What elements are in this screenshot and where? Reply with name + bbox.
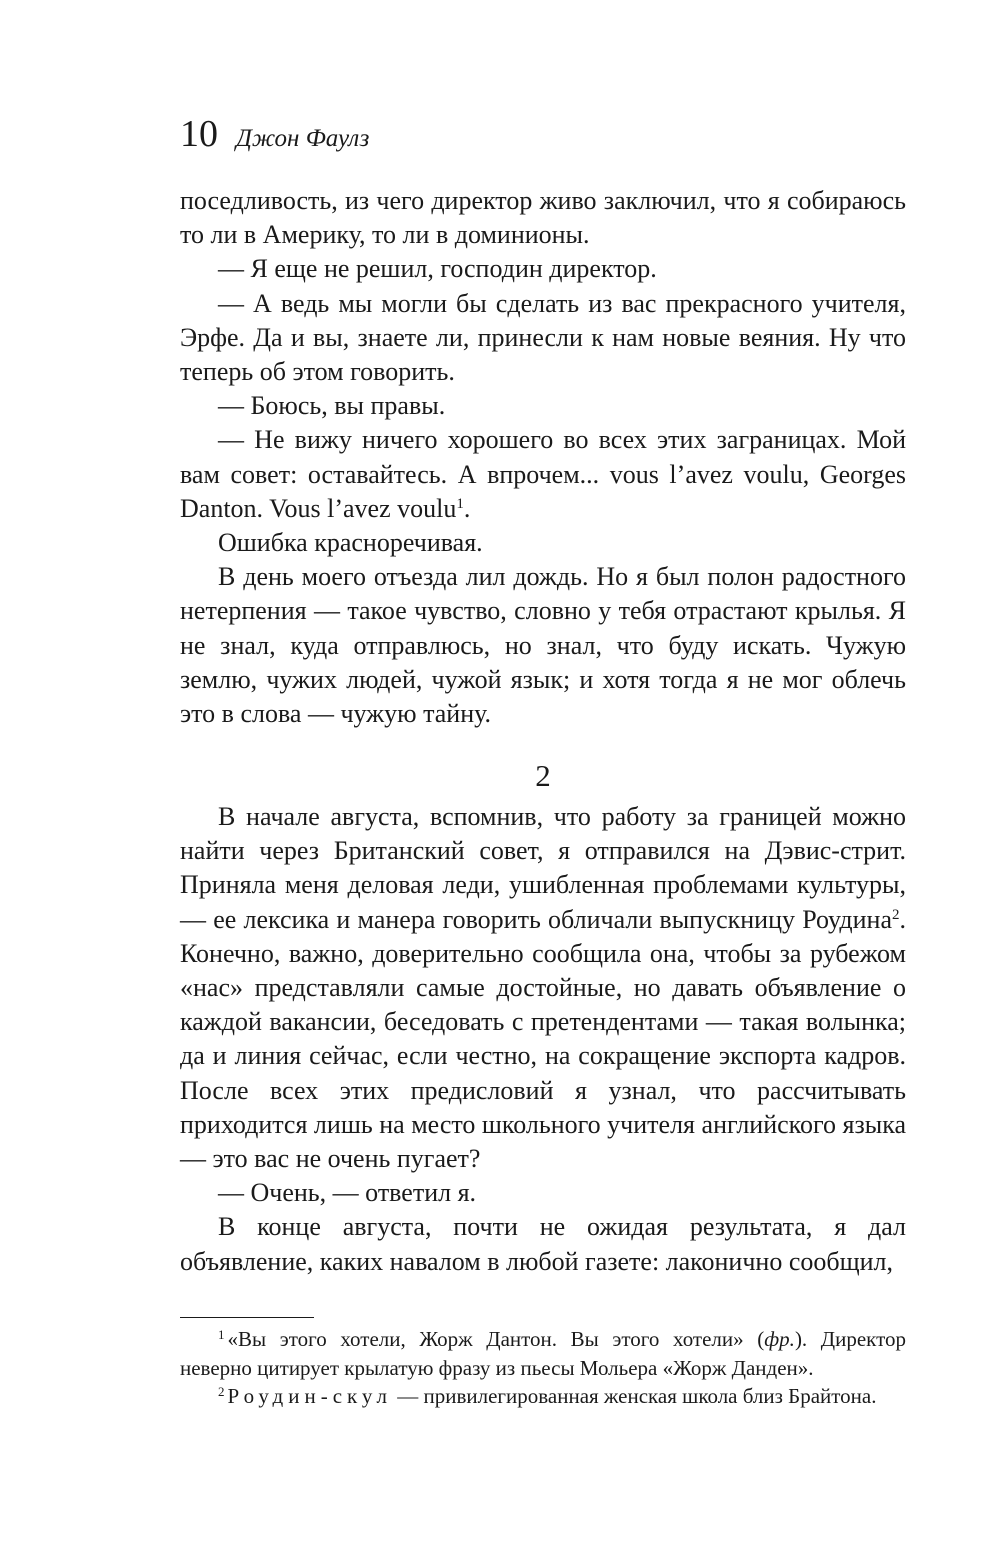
section-1-text bbox=[180, 184, 906, 731]
footnote-spaced-term: Роудин-скул bbox=[227, 1384, 392, 1408]
paragraph-text: В начале августа, вспомнив, что работу за границей можно найти через Британский совет, я отправился на Дэвис-стрит. Приняла меня деловая леди, ушибленная проблемами культуры, — ее лексика и манера говорить обличали выпускницу Роудина bbox=[180, 802, 906, 934]
running-author: Джон Фаулз bbox=[236, 125, 370, 152]
footnote-2 bbox=[180, 1382, 906, 1411]
paragraph-text: . bbox=[463, 493, 471, 523]
paragraph-text: . Конечно, важно, доверительно сообщила она, чтобы за рубежом «нас» представляли самые достойные, но давать объявление о каждой вакансии, беседовать с претендентами — такая волынка; да и линия сейчас, если честно, на сокращение экспорта кадров. После всех этих предисловий я узнал, что рассчитывать приходится лишь на место школьного учителя английского языка — это вас не очень пугает? bbox=[180, 904, 906, 1174]
paragraph-text: — Не вижу ничего хорошего во всех этих заграницах. Мой вам совет: оставайтесь. А впрочем... vous l’avez voulu, Georges Danton. Vous l’avez voulu bbox=[180, 425, 906, 523]
footnote-text: — привилегированная женская школа близ Брайтона. bbox=[391, 1384, 877, 1408]
page-number: 10 bbox=[180, 113, 218, 155]
paragraph: — Боюсь, вы правы. bbox=[218, 391, 446, 421]
footnote-ref-2[interactable]: 2 bbox=[892, 906, 900, 923]
footnote-divider bbox=[180, 1317, 314, 1318]
paragraph: — А ведь мы могли бы сделать из вас прекрасного учителя, Эрфе. Да и вы, знаете ли, принесли к нам новые веяния. Ну что теперь об этом говорить. bbox=[180, 288, 906, 387]
chapter-number: 2 bbox=[535, 758, 551, 793]
footnote-text: «Вы этого хотели, Жорж Дантон. Вы этого хотели» ( bbox=[227, 1327, 765, 1351]
footnote-mark: 2 bbox=[218, 1384, 225, 1399]
footnote-italic: фр. bbox=[764, 1327, 795, 1351]
section-2-text bbox=[180, 800, 906, 1279]
paragraph: Ошибка красноречивая. bbox=[218, 528, 483, 558]
paragraph bbox=[180, 423, 906, 526]
paragraph: В конце августа, почти не ожидая результата, я дал объявление, каких навалом в любой газете: лаконично сообщил, bbox=[180, 1212, 906, 1276]
footnote-text: ). Директор неверно цитирует крылатую фразу из пьесы Мольера «Жорж Данден». bbox=[180, 1327, 907, 1380]
paragraph bbox=[180, 800, 906, 1176]
footnote-mark: 1 bbox=[218, 1327, 225, 1342]
footnote-1 bbox=[180, 1325, 906, 1382]
paragraph: В день моего отъезда лил дождь. Но я был полон радостного нетерпения — такое чувство, словно у тебя отрастают крылья. Я не знал, куда отправлюсь, но знал, что буду искать. Чужую землю, чужих людей, чужой язык; и хотя тогда я не мог облечь это в слова — чужую тайну. bbox=[180, 562, 906, 729]
footnotes bbox=[180, 1325, 906, 1411]
paragraph: — Я еще не решил, господин директор. bbox=[218, 254, 657, 284]
footnote-ref-1[interactable]: 1 bbox=[456, 495, 464, 512]
paragraph: — Очень, — ответил я. bbox=[218, 1178, 477, 1208]
paragraph: поседливость, из чего директор живо заключил, что я собираюсь то ли в Америку, то ли в доминионы. bbox=[180, 186, 906, 250]
running-head bbox=[180, 112, 369, 156]
